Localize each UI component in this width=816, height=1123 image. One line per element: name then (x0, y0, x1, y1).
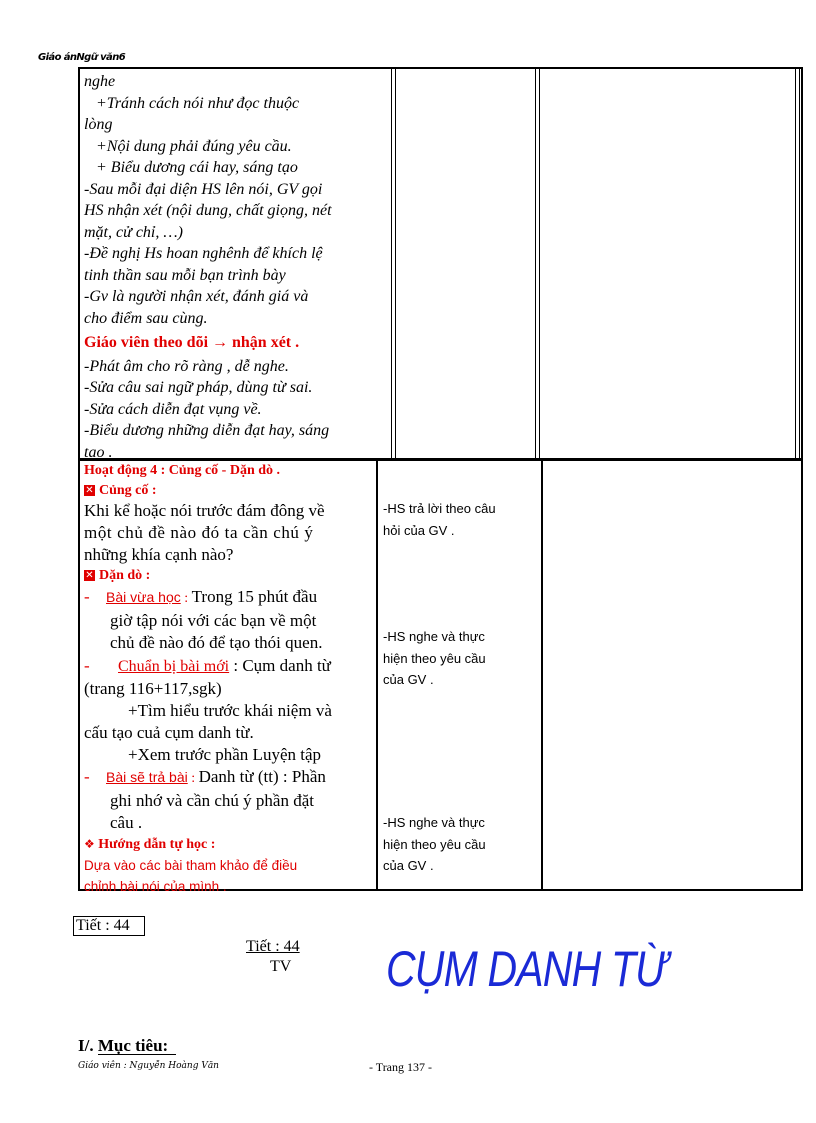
lower-table-divider-2 (541, 459, 543, 891)
text-line: +Xem trước phần Luyện tập (128, 745, 322, 764)
lesson-title: CỤM DANH TỪ (386, 941, 667, 997)
text-line: cho điểm sau cùng. (84, 309, 208, 327)
lower-table-divider-1 (376, 459, 378, 891)
text-line: hỏi của GV . (383, 522, 455, 538)
text-line: -Biểu dương những diễn đạt hay, sáng (84, 422, 330, 439)
item1-line-0: Trong 15 phút đầu (191, 587, 318, 606)
item3-label: Bài sẽ trả bài (106, 769, 188, 785)
text-line: -Đề nghị Hs hoan nghênh để khích lệ (84, 245, 323, 262)
text-line: nghe (84, 73, 116, 90)
text-line: chủ đề nào đó để tạo thói quen. (110, 633, 323, 652)
text-line: câu . (110, 813, 143, 832)
document-header: Giáo ánNgữ văn6 (38, 52, 126, 63)
teacher-follow-heading: Giáo viên theo dõi → nhận xét . (84, 334, 300, 351)
text-line: -Sửa cách diễn đạt vụng về. (84, 400, 262, 418)
bullet-dash: - (84, 767, 90, 786)
guide-label: Hướng dẫn tự học : (98, 837, 216, 852)
bullet-dash: - (84, 587, 90, 606)
text-line: -Gv là người nhận xét, đánh giá và (84, 288, 309, 305)
hs-response-2 (383, 626, 486, 691)
text-line: tạo . (84, 443, 113, 461)
text-line: -Sau mỗi đại diện HS lên nói, GV gọi (84, 180, 323, 198)
objectives-heading (78, 1036, 168, 1056)
cungco-label: Củng cố : (99, 483, 157, 498)
lesson-number-center: Tiết : 44 (246, 938, 300, 955)
text-line: -HS trả lời theo câu (383, 501, 496, 516)
text-line: hiện theo yêu cầu (383, 650, 486, 666)
activity-title: Hoạt động 4 : Củng cố - Dặn dò . (84, 463, 281, 478)
item2-label: Chuẩn bị bài mới (118, 658, 230, 675)
upper-table-divider-3 (795, 67, 800, 460)
lower-left-cell (84, 461, 372, 897)
text-line: Dựa vào các bài tham khảo để điều (84, 858, 298, 873)
text-line: HS nhận xét (nội dung, chất giọng, nét (84, 202, 332, 219)
item1-label: Bài vừa học (106, 589, 181, 605)
text-line: giờ tập nói với các bạn về một (110, 611, 317, 630)
text-line: chỉnh bài nói của mình . (84, 879, 227, 894)
item2-text: : Cụm danh từ (229, 656, 331, 675)
text-line: lòng (84, 116, 113, 133)
text-line: cấu tạo cuả cụm danh từ. (84, 723, 254, 742)
text-line: của GV . (383, 858, 434, 873)
text-line: một chủ đề nào đó ta cần chú ý (84, 523, 314, 542)
text-line: -HS nghe và thực (383, 629, 485, 644)
text-line: -HS nghe và thực (383, 815, 485, 830)
item-chuan-bi (84, 655, 372, 678)
diamond-icon: ❖ (84, 837, 95, 851)
hs-response-1 (383, 498, 496, 541)
item3-sep: : (187, 771, 199, 786)
text-line: những khía cạnh nào? (84, 545, 234, 564)
checkbox-x-icon: ✕ (85, 485, 94, 496)
text-line: Khi kể hoặc nói trước đám đông về (84, 501, 325, 520)
text-line: + Biểu dương cái hay, sáng tạo (84, 159, 298, 176)
footer-page: - Trang 137 - (369, 1060, 433, 1074)
objectives-underline (98, 1054, 176, 1055)
checkbox-x-icon: ✕ (85, 570, 94, 581)
lesson-number-box: Tiết : 44 (73, 916, 145, 936)
text-line: hiện theo yêu cầu (383, 836, 486, 852)
text-line: +Nội dung phải đúng yêu cầu. (84, 137, 292, 155)
item1-sep: : (180, 591, 192, 606)
text-line: +Tìm hiểu trước khái niệm và (128, 701, 332, 720)
cungco-heading (84, 481, 372, 500)
objectives-text: I/. Mục tiêu: (78, 1036, 169, 1055)
upper-table-divider-2 (535, 67, 540, 460)
text-line: tinh thần sau mỗi bạn trình bày (84, 266, 286, 284)
text-line: (trang 116+117,sgk) (84, 679, 222, 698)
text-line: mặt, cử chỉ, …) (84, 223, 183, 241)
text-line: -Sửa câu sai ngữ pháp, dùng từ sai. (84, 379, 313, 396)
text-line: -Phát âm cho rõ ràng , dễ nghe. (84, 357, 289, 375)
hs-response-3 (383, 812, 486, 877)
item-bai-vua-hoc (84, 586, 372, 610)
text-line: +Tránh cách nói như đọc thuộc (84, 94, 300, 112)
item3-line-0: Danh từ (tt) : Phần (198, 767, 326, 786)
item-bai-se-tra (84, 766, 372, 790)
text-line: của GV . (383, 672, 434, 687)
upper-table-divider-1 (391, 67, 396, 460)
dando-heading (84, 566, 372, 586)
text-line: ghi nhớ và cần chú ý phần đặt (110, 791, 314, 810)
lesson-subject: TV (270, 958, 292, 975)
guide-heading (84, 834, 372, 855)
bullet-dash: - (84, 656, 90, 675)
footer-teacher: Giáo viên : Nguyễn Hoàng Văn (78, 1061, 219, 1071)
upper-left-cell (84, 71, 388, 463)
dando-label: Dặn dò : (99, 568, 151, 583)
